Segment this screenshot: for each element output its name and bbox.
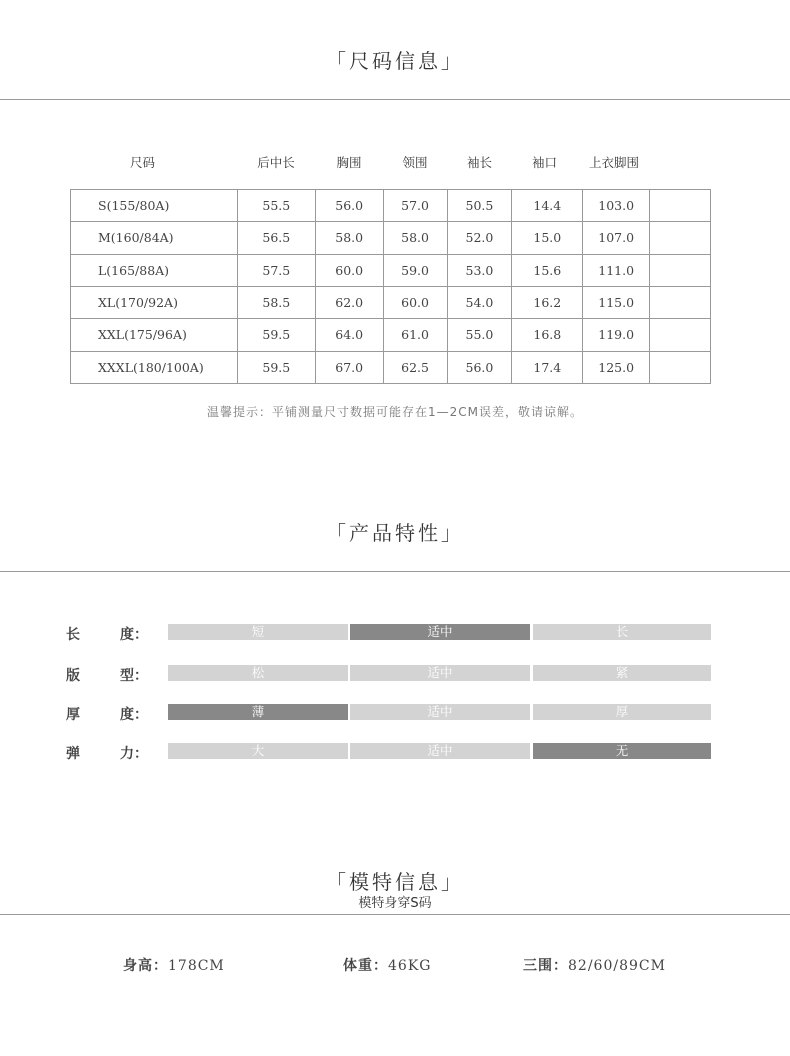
measurement-note: 温馨提示：平铺测量尺寸数据可能存在1—2CM误差，敬请谅解。 (206, 405, 583, 419)
feature-label: 度： (120, 627, 148, 643)
measure-cell: 67.0 (315, 351, 383, 383)
weight-value: 46KG (388, 958, 432, 974)
feature-option: 紧 (533, 665, 711, 681)
divider (0, 914, 790, 915)
feature-option: 无 (533, 743, 711, 759)
column-header: 领围 (402, 155, 428, 170)
feature-option: 松 (168, 665, 348, 681)
measure-cell (650, 351, 711, 383)
measure-cell: 14.4 (512, 190, 583, 222)
measure-value: 82/60/89CM (568, 958, 666, 974)
measure-cell: 55.0 (447, 319, 512, 351)
measure-cell: 17.4 (512, 351, 583, 383)
table-row (71, 286, 711, 318)
measure-cell (650, 222, 711, 254)
measure-cell: 16.2 (512, 286, 583, 318)
table-row (71, 222, 711, 254)
weight-label: 体重： (343, 958, 388, 974)
height-label: 身高： (123, 958, 168, 974)
height-value: 178CM (168, 958, 225, 974)
divider (0, 571, 790, 572)
column-header: 上衣脚围 (588, 155, 639, 170)
measure-cell: 55.5 (237, 190, 315, 222)
measure-cell: 15.6 (512, 254, 583, 286)
feature-row (0, 665, 790, 685)
measure-cell: 56.0 (315, 190, 383, 222)
measure-cell: 125.0 (583, 351, 650, 383)
feature-option: 厚 (533, 704, 711, 720)
column-header: 后中长 (257, 155, 295, 170)
measure-cell: 58.0 (383, 222, 447, 254)
measure-cell: 61.0 (383, 319, 447, 351)
feature-option: 适中 (350, 743, 530, 759)
measure-cell: 54.0 (447, 286, 512, 318)
feature-row (0, 624, 790, 644)
size-section-title: 「尺码信息」 (326, 49, 464, 73)
table-row (71, 254, 711, 286)
feature-label: 型： (120, 668, 148, 684)
measure-cell: 56.0 (447, 351, 512, 383)
measure-cell: 111.0 (583, 254, 650, 286)
measure-cell: 58.5 (237, 286, 315, 318)
measure-cell: 50.5 (447, 190, 512, 222)
measure-cell: 60.0 (315, 254, 383, 286)
feature-label: 长 (66, 627, 80, 643)
measure-cell: 60.0 (383, 286, 447, 318)
measure-cell: 103.0 (583, 190, 650, 222)
feature-option: 薄 (168, 704, 348, 720)
feature-option: 适中 (350, 624, 530, 640)
model-height (123, 955, 225, 975)
size-cell: M(160/84A) (71, 222, 238, 254)
measure-cell: 56.5 (237, 222, 315, 254)
measure-cell: 62.5 (383, 351, 447, 383)
column-header: 袖口 (531, 155, 557, 170)
divider (0, 99, 790, 100)
size-cell: XXL(175/96A) (71, 319, 238, 351)
feature-option: 长 (533, 624, 711, 640)
model-subtitle: 模特身穿S码 (358, 896, 432, 911)
measure-cell: 115.0 (583, 286, 650, 318)
model-section-title: 「模特信息」 (326, 870, 464, 894)
size-cell: XL(170/92A) (71, 286, 238, 318)
feature-label: 版 (66, 668, 80, 684)
model-weight (343, 955, 431, 975)
measure-cell: 64.0 (315, 319, 383, 351)
feature-option: 适中 (350, 704, 530, 720)
measure-cell: 119.0 (583, 319, 650, 351)
feature-label: 弹 (66, 746, 80, 762)
measure-cell: 16.8 (512, 319, 583, 351)
size-cell: L(165/88A) (71, 254, 238, 286)
feature-option: 大 (168, 743, 348, 759)
measure-cell: 107.0 (583, 222, 650, 254)
measure-cell: 59.0 (383, 254, 447, 286)
table-row (71, 351, 711, 383)
measure-cell (650, 319, 711, 351)
column-header: 袖长 (466, 155, 492, 170)
measure-cell: 57.0 (383, 190, 447, 222)
table-row (71, 319, 711, 351)
measure-cell: 52.0 (447, 222, 512, 254)
measure-cell: 59.5 (237, 351, 315, 383)
measure-cell: 15.0 (512, 222, 583, 254)
measure-cell: 59.5 (237, 319, 315, 351)
measure-cell: 58.0 (315, 222, 383, 254)
measure-cell (650, 254, 711, 286)
measure-cell: 53.0 (447, 254, 512, 286)
feature-option: 适中 (350, 665, 530, 681)
table-row (71, 190, 711, 222)
size-cell: S(155/80A) (71, 190, 238, 222)
measure-cell (650, 286, 711, 318)
size-table (70, 189, 711, 384)
measure-cell: 57.5 (237, 254, 315, 286)
size-cell: XXXL(180/100A) (71, 351, 238, 383)
column-header: 尺码 (129, 155, 155, 170)
feature-section-title: 「产品特性」 (326, 521, 464, 545)
measure-cell: 62.0 (315, 286, 383, 318)
column-header: 胸围 (336, 155, 362, 170)
feature-label: 厚 (66, 707, 80, 723)
feature-row (0, 704, 790, 724)
measure-label: 三围： (523, 958, 568, 974)
feature-option: 短 (168, 624, 348, 640)
measure-cell (650, 190, 711, 222)
feature-row (0, 743, 790, 763)
feature-label: 度： (120, 707, 148, 723)
model-measurements (523, 955, 666, 975)
feature-label: 力： (120, 746, 148, 762)
